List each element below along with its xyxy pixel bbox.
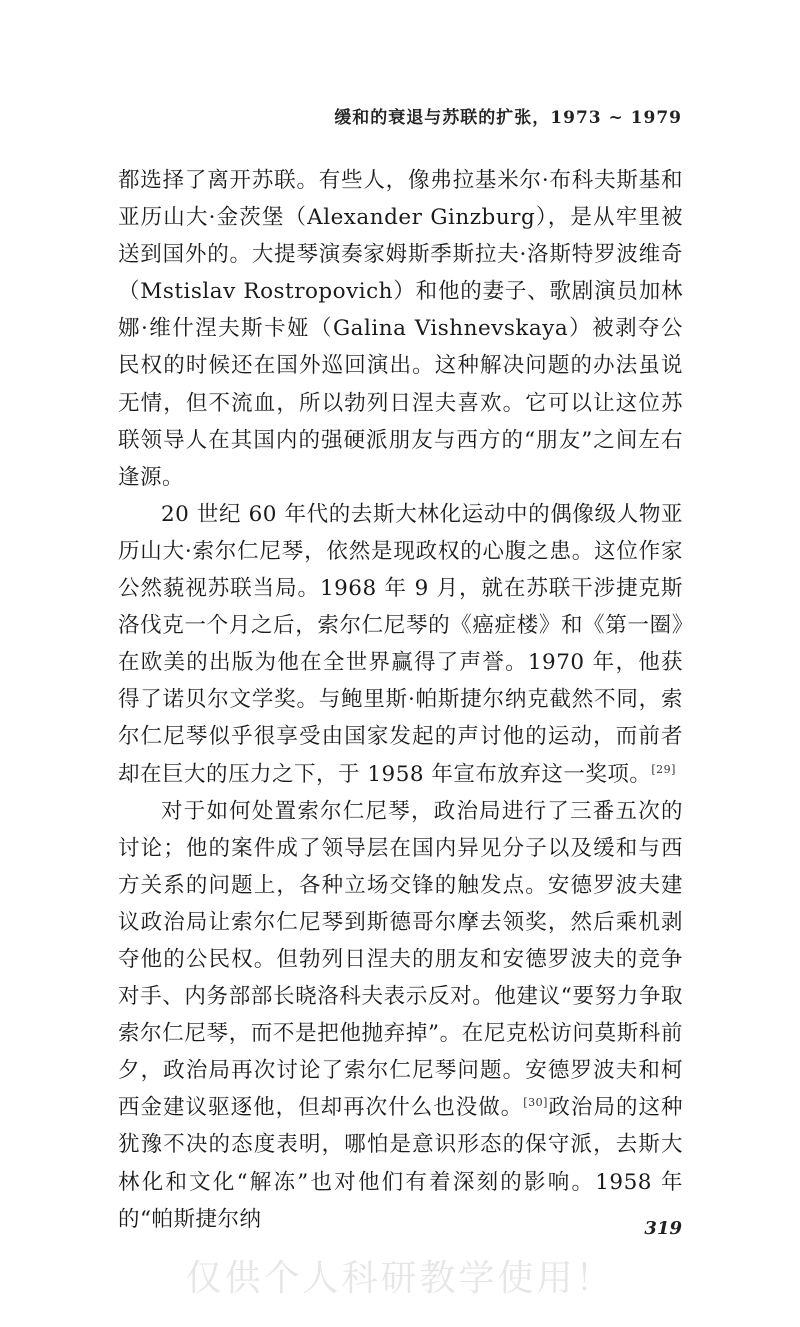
watermark: 仅供个人科研教学使用！ xyxy=(185,1258,615,1299)
running-header: 缓和的衰退与苏联的扩张，1973 ~ 1979 xyxy=(334,108,682,128)
paragraph-text: 对于如何处置索尔仁尼琴，政治局进行了三番五次的讨论；他的案件成了领导层在国内异见分子以及缓和与西方关系的问题上，各种立场交锋的触发点。安德罗波夫建议政治局让索尔仁尼琴到斯德哥尔摩去领奖，然后乘机剥夺他的公民权。但勃列日涅夫的朋友和安德罗波夫的竞争对手、内务部部长晓洛科夫表示反对。他建议“要努力争取索尔仁尼琴，而不是把他抛弃掉”。在尼克松访问莫斯科前夕，政治局再次讨论了索尔仁尼琴问题。安德罗波夫和柯西金建议驱逐他，但却再次什么也没做。 xyxy=(118,798,683,1121)
body-text xyxy=(118,162,683,1238)
page-number: 319 xyxy=(644,1218,682,1239)
footnote-marker[interactable]: [29] xyxy=(651,762,676,776)
paragraph-text: 政治局的这种犹豫不决的态度表明，哪怕是意识形态的保守派，去斯大林化和文化“解冻”也对他们有着深刻的影响。1958 年的“帕斯捷尔纳 xyxy=(118,1095,683,1232)
paragraph-continuation xyxy=(118,162,683,496)
paragraph-solzhenitsyn xyxy=(118,496,683,793)
footnote-marker[interactable]: [30] xyxy=(523,1096,548,1110)
paragraph-politburo xyxy=(118,793,683,1238)
paragraph-text: 都选择了离开苏联。有些人，像弗拉基米尔·布科夫斯基和亚历山大·金茨堡（Alexander Ginzburg），是从牢里被送到国外的。大提琴演奏家姆斯季斯拉夫·洛斯特罗波维奇（Mstislav Rostropovich）和他的妻子、歌剧演员加林娜·维什涅夫斯卡娅（Galina Vishnevskaya）被剥夺公民权的时候还在国外巡回演出。这种解决问题的办法虽说无情，但不流血，所以勃列日涅夫喜欢。它可以让这位苏联领导人在其国内的强硬派朋友与西方的“朋友”之间左右逢源。 xyxy=(118,168,683,490)
paragraph-text: 20 世纪 60 年代的去斯大林化运动中的偶像级人物亚历山大·索尔仁尼琴，依然是现政权的心腹之患。这位作家公然藐视苏联当局。1968 年 9 月，就在苏联干涉捷克斯洛伐克一个月之后，索尔仁尼琴的《癌症楼》和《第一圈》在欧美的出版为他在全世界赢得了声誉。1970 年，他获得了诺贝尔文学奖。与鲍里斯·帕斯捷尔纳克截然不同，索尔仁尼琴似乎很享受由国家发起的声讨他的运动，而前者却在巨大的压力之下，于 1958 年宣布放弃这一奖项。 xyxy=(118,501,683,787)
